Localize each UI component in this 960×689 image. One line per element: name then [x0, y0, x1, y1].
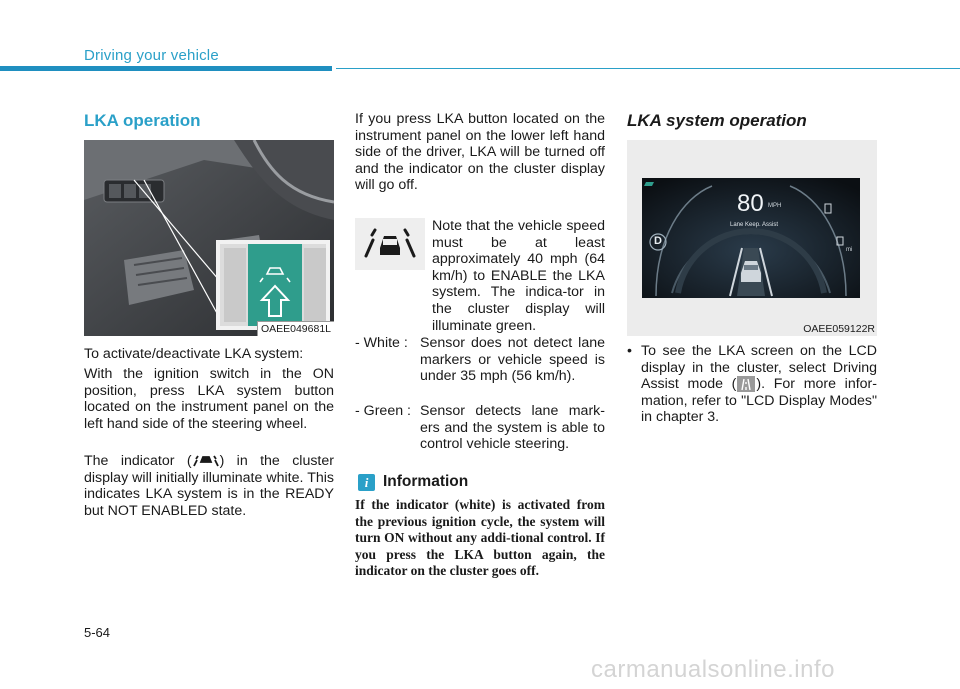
dashboard-photo-illustration	[84, 140, 334, 336]
activate-instruction: To activate/deactivate LKA system:	[84, 346, 304, 362]
information-icon: i	[358, 474, 375, 491]
cluster-screen	[642, 178, 860, 298]
cluster-mi: mi	[846, 247, 853, 253]
cluster-speed-unit: MPH	[768, 203, 782, 209]
ignition-paragraph: With the ignition switch in the ON position, press LKA system button located on the instrument panel on the left hand side of the steering wheel.	[84, 366, 334, 432]
lka-indicator-icon	[192, 453, 220, 469]
white-state-text: Sensor does not detect lane markers or vehicle speed is under 35 mph (56 km/h).	[420, 335, 605, 385]
lka-enabled-icon-box	[355, 218, 425, 270]
cluster-caption: OAEE059122R	[803, 323, 875, 335]
header-bar	[0, 66, 332, 71]
speed-note: Note that the vehicle speed must be at least approximately 40 mph (64 km/h) to ENABLE the LKA system. The indica-tor in the cluster display will illuminate green.	[432, 218, 605, 334]
lka-off-paragraph: If you press LKA button located on the instrument panel on the lower left hand side of the driver, LKA will be turned off and the indicator on the cluster display will go off.	[355, 111, 605, 194]
lka-icon	[355, 218, 425, 270]
cluster-gear: D	[654, 235, 662, 247]
green-state-text: Sensor detects lane mark-ers and the system is able to control vehicle steering.	[420, 403, 605, 453]
page-number: 5-64	[84, 625, 111, 640]
instruction-text-before: To see the LKA screen on the LCD display in the cluster, select Driving Assist mode (	[641, 343, 877, 393]
cluster-message: Lane Keep. Assist	[730, 222, 779, 228]
driving-assist-instruction	[641, 343, 877, 426]
watermark: carmanualsonline.info	[591, 656, 835, 683]
indicator-text-before: The indicator (	[84, 453, 192, 469]
white-state-label: - White :	[355, 335, 408, 351]
instruction-text-after: ). For more infor-mation, refer to "LCD Display Modes" in chapter 3.	[641, 376, 878, 426]
lka-operation-title: LKA operation	[84, 111, 201, 130]
green-state-label: - Green :	[355, 403, 411, 419]
header-rule	[336, 68, 960, 69]
information-body: If the indicator (white) is activated from the previous ignition cycle, the system will turn ON without any addi-tional control. If you press the LKA button again, the indicator on the cluster goes off.	[355, 497, 605, 579]
photo-caption: OAEE049681L	[257, 321, 334, 336]
information-title: Information	[383, 473, 469, 490]
cluster-display-image	[627, 140, 877, 336]
lka-button-photo	[84, 140, 334, 336]
driving-assist-icon	[736, 376, 756, 392]
section-header: Driving your vehicle	[84, 47, 219, 64]
lka-system-operation-title: LKA system operation	[627, 111, 807, 130]
cluster-speed: 80	[737, 190, 764, 217]
bullet: •	[627, 343, 632, 359]
indicator-text-after: ) in the cluster display will initially illuminate white. This indicates LKA system is in the READY but NOT ENABLED state.	[84, 453, 334, 519]
indicator-paragraph	[84, 453, 334, 519]
